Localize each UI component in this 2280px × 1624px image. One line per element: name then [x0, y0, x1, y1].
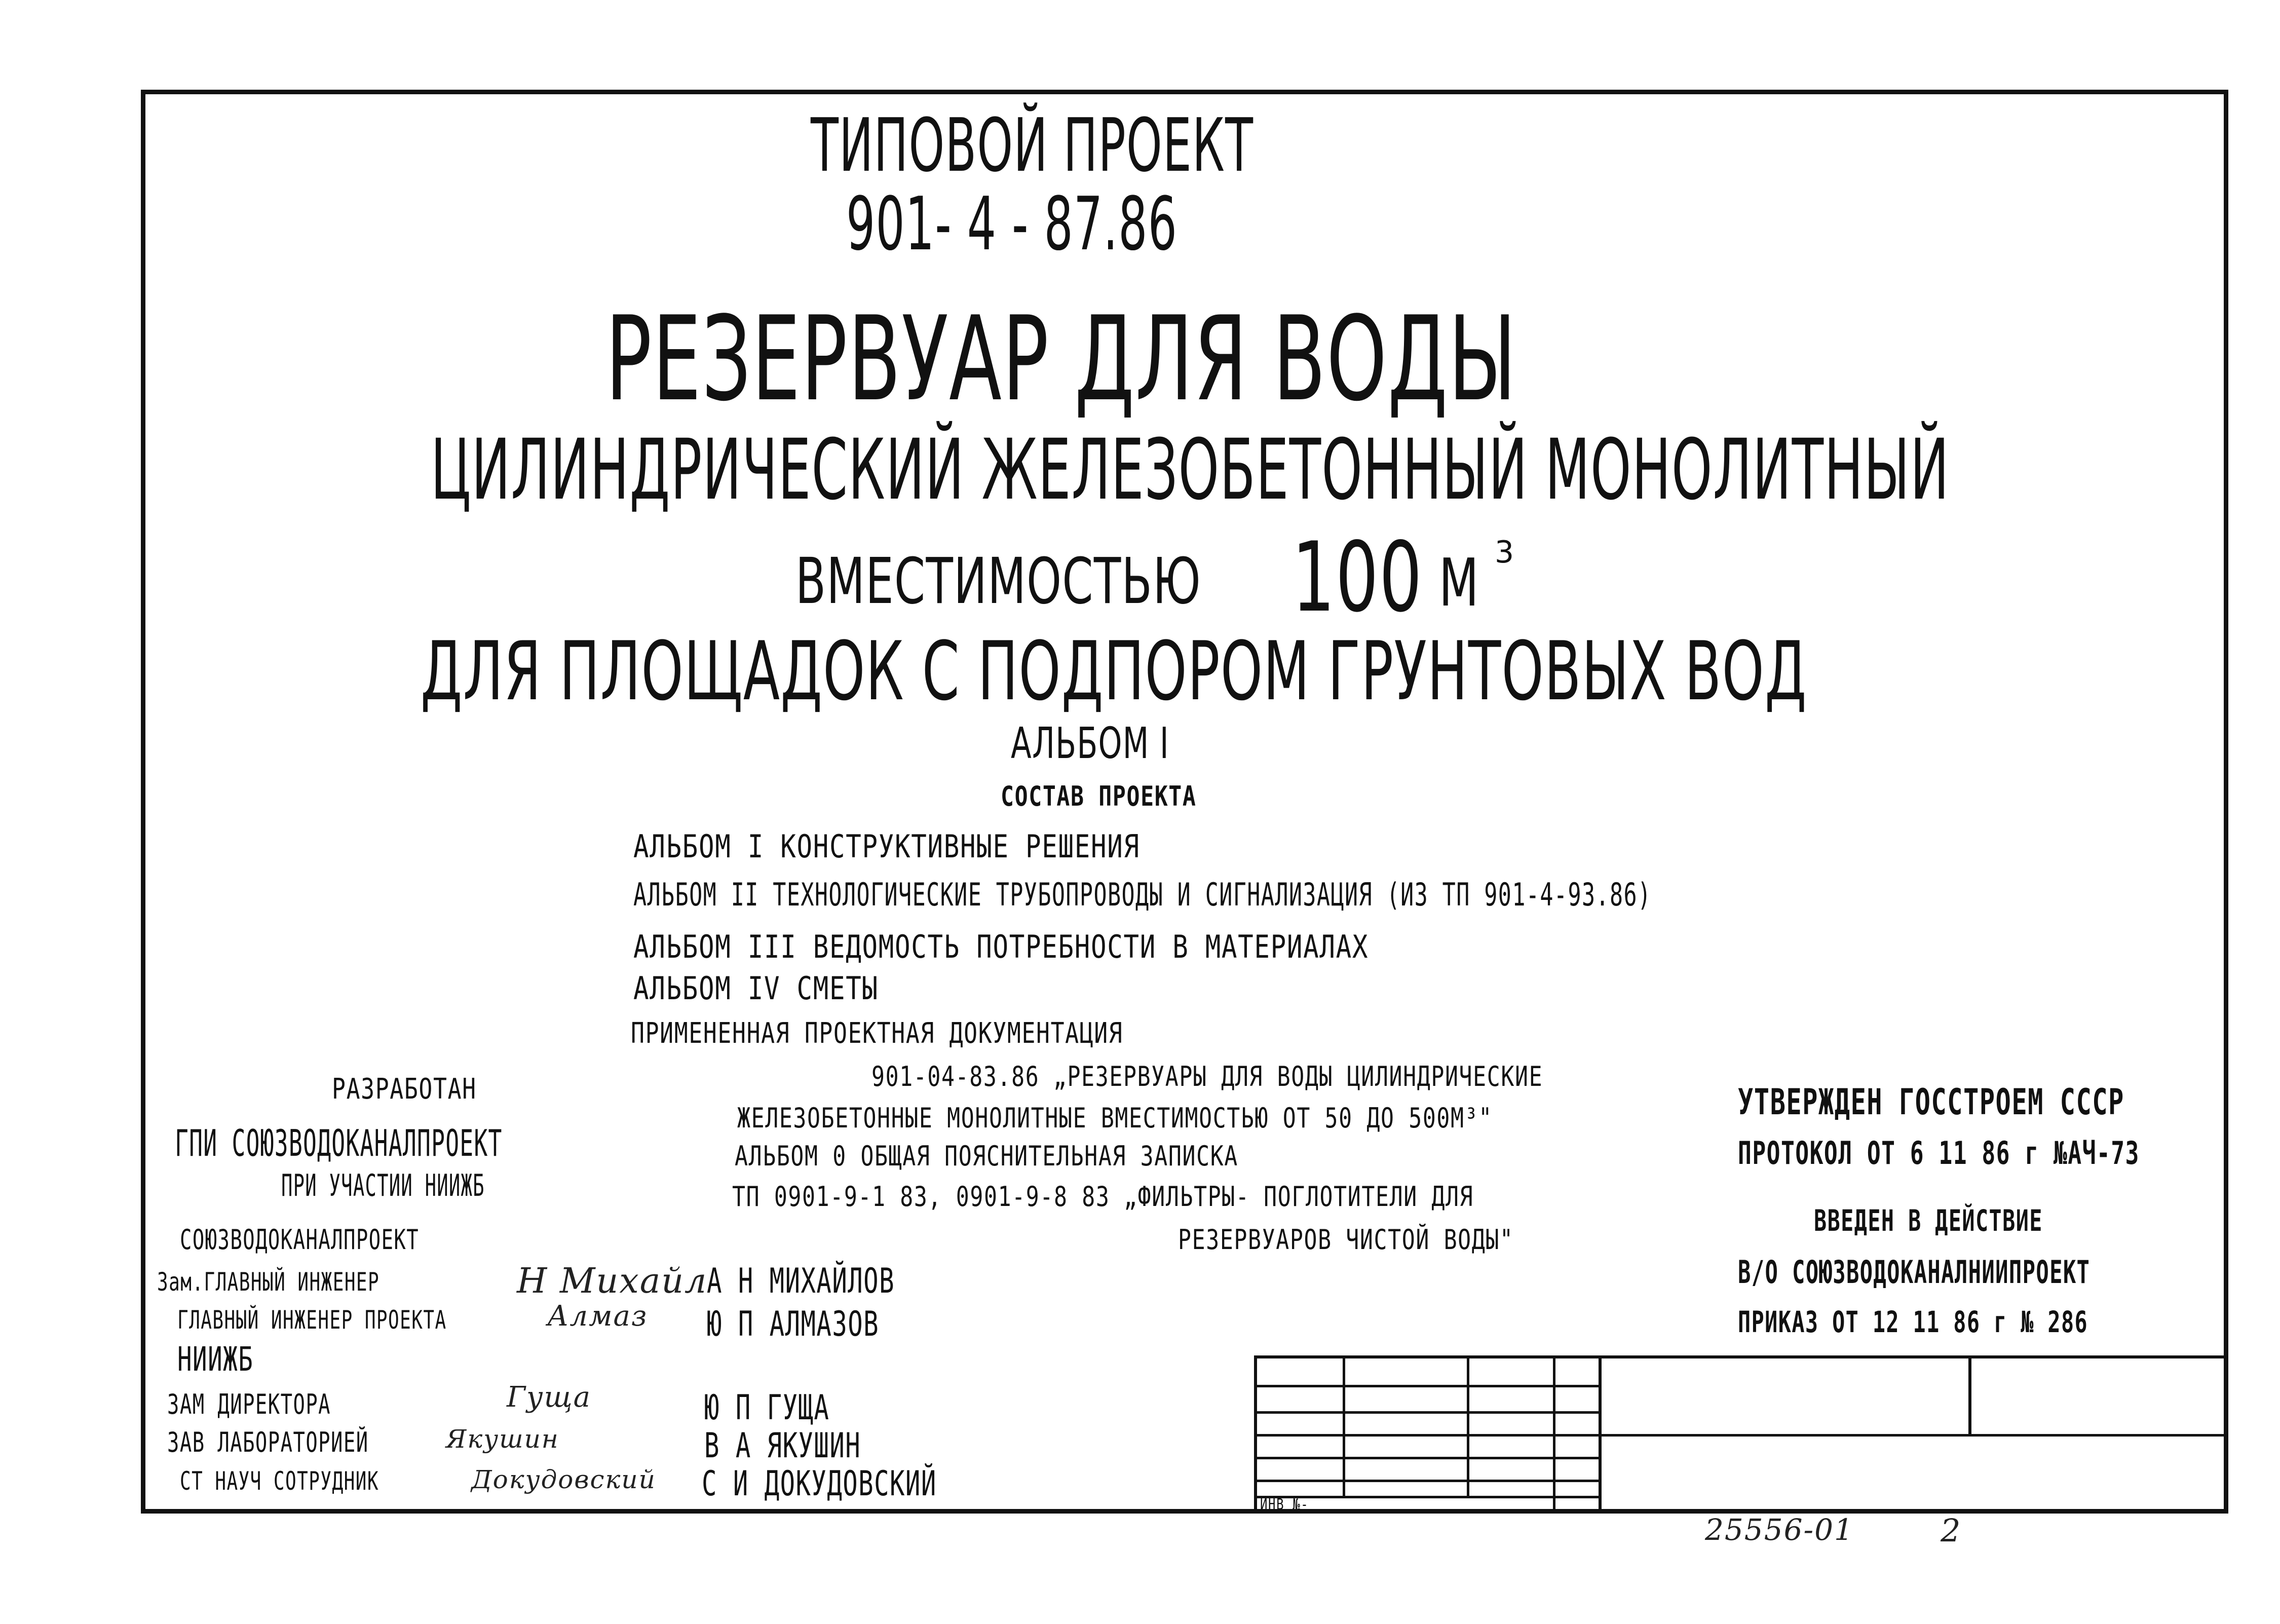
signatory-role: ГЛАВНЫЙ ИНЖЕНЕР ПРОЕКТА [177, 1305, 447, 1335]
project-type-title: ТИПОВОЙ ПРОЕКТ [811, 103, 1254, 188]
stamp-col [1553, 1355, 1555, 1514]
applied-doc-line: РЕЗЕРВУАРОВ ЧИСТОЙ ВОДЫ" [1178, 1224, 1514, 1256]
signature: Н Михайл [517, 1261, 708, 1301]
approval-protocol: ПРОТОКОЛ ОТ 6 11 86 г №АЧ-73 [1738, 1135, 2140, 1172]
capacity-exponent: 3 [1495, 535, 1515, 570]
stamp-col [1599, 1355, 1602, 1514]
signatory-role: СТ НАУЧ СОТРУДНИК [180, 1466, 379, 1496]
album-label: АЛЬБОМ I [1011, 719, 1169, 769]
signatory-org: НИИЖБ [177, 1340, 254, 1379]
stamp-col [1467, 1355, 1469, 1496]
page-number: 2 [1941, 1512, 1962, 1549]
approval-line: УТВЕРЖДЕН ГОССТРОЕМ СССР [1738, 1081, 2124, 1123]
signatory-role: ЗАМ ДИРЕКТОРА [167, 1388, 331, 1420]
signatory-name: С И ДОКУДОВСКИЙ [702, 1464, 937, 1504]
developer-participation: ПРИ УЧАСТИИ НИИЖБ [281, 1168, 485, 1203]
signature: Якушин [446, 1424, 559, 1454]
stamp-row [1254, 1480, 1601, 1482]
drawing-code: 25556-01 [1705, 1513, 1854, 1547]
album-item: АЛЬБОМ II ТЕХНОЛОГИЧЕСКИЕ ТРУБОПРОВОДЫ И СИГНАЛИЗАЦИЯ (ИЗ ТП 901-4-93.86) [633, 876, 1652, 913]
stamp-row [1254, 1457, 1601, 1459]
stamp-row [1254, 1434, 2224, 1437]
stamp-row [1254, 1385, 1601, 1387]
signature: Алмаз [547, 1300, 648, 1333]
signatory-name: А Н МИХАЙЛОВ [707, 1261, 895, 1301]
applied-doc-line: АЛЬБОМ 0 ОБЩАЯ ПОЯСНИТЕЛЬНАЯ ЗАПИСКА [735, 1140, 1238, 1172]
signatory-name: Ю П АЛМАЗОВ [707, 1304, 880, 1344]
stamp-col [1968, 1355, 1971, 1434]
stamp-table [1254, 1355, 2224, 1514]
developer-org: ГПИ СОЮЗВОДОКАНАЛПРОЕКТ [175, 1122, 503, 1164]
approval-org: В/О СОЮЗВОДОКАНАЛНИИПРОЕКТ [1738, 1254, 2091, 1291]
approval-order: ПРИКАЗ ОТ 12 11 86 г № 286 [1738, 1305, 2088, 1339]
album-item: АЛЬБОМ IV СМЕТЫ [633, 970, 879, 1007]
stamp-col [1343, 1355, 1345, 1496]
signature: Гуща [507, 1381, 592, 1414]
signatory-name: Ю П ГУЩА [704, 1388, 830, 1428]
subheading-sites: ДЛЯ ПЛОЩАДОК С ПОДПОРОМ ГРУНТОВЫХ ВОД [421, 624, 1807, 719]
signatory-name: В А ЯКУШИН [704, 1426, 861, 1466]
stamp-row [1254, 1411, 1601, 1414]
composition-title: СОСТАВ ПРОЕКТА [1001, 780, 1197, 812]
album-item: АЛЬБОМ I КОНСТРУКТИВНЫЕ РЕШЕНИЯ [633, 828, 1140, 865]
signatory-role: Зам.ГЛАВНЫЙ ИНЖЕНЕР [157, 1267, 380, 1297]
capacity-value: 100 [1292, 521, 1423, 633]
capacity-prefix: ВМЕСТИМОСТЬЮ [795, 545, 1202, 618]
developed-by-label: РАЗРАБОТАН [332, 1073, 477, 1106]
main-heading: РЕЗЕРВУАР ДЛЯ ВОДЫ [605, 292, 1517, 427]
stamp-border-top [1254, 1355, 2224, 1358]
applied-docs-title: ПРИМЕНЕННАЯ ПРОЕКТНАЯ ДОКУМЕНТАЦИЯ [631, 1017, 1123, 1050]
applied-doc-line: ТП 0901-9-1 83, 0901-9-8 83 „ФИЛЬТРЫ- ПОГЛОТИТЕЛИ ДЛЯ [732, 1181, 1474, 1213]
album-item: АЛЬБОМ III ВЕДОМОСТЬ ПОТРЕБНОСТИ В МАТЕРИАЛАХ [633, 928, 1369, 965]
subheading-type: ЦИЛИНДРИЧЕСКИЙ ЖЕЛЕЗОБЕТОННЫЙ МОНОЛИТНЫЙ [431, 421, 1950, 518]
applied-doc-line: ЖЕЛЕЗОБЕТОННЫЕ МОНОЛИТНЫЕ ВМЕСТИМОСТЬЮ ОТ 50 ДО 500М³" [737, 1102, 1493, 1134]
approval-enacted: ВВЕДЕН В ДЕЙСТВИЕ [1814, 1203, 2043, 1238]
applied-doc-line: 901-04-83.86 „РЕЗЕРВУАРЫ ДЛЯ ВОДЫ ЦИЛИНДРИЧЕСКИЕ [871, 1061, 1543, 1092]
developer-org-2: СОЮЗВОДОКАНАЛПРОЕКТ [180, 1224, 420, 1256]
signature: Докудовский [471, 1465, 656, 1494]
capacity-unit: М [1439, 544, 1479, 621]
project-number: 901- 4 - 87.86 [846, 181, 1178, 267]
signatory-role: ЗАВ ЛАБОРАТОРИЕЙ [167, 1426, 369, 1458]
inventory-number-label: ИНВ №- [1260, 1496, 1309, 1514]
